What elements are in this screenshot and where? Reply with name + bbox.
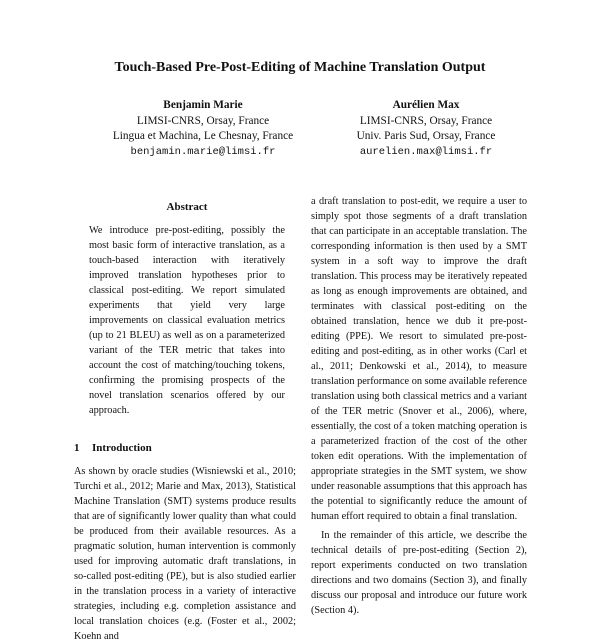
author-name: Aurélien Max	[392, 99, 460, 111]
abstract-heading: Abstract	[166, 201, 208, 213]
author-affiliation: LIMSI-CNRS, Orsay, France	[136, 114, 270, 127]
abstract-section	[89, 200, 285, 418]
right-column	[311, 194, 527, 618]
abstract-text: We introduce pre-post-editing, possibly the most basic form of interactive translation, as a touch-based interaction with iteratively improved translation hypotheses prior to classical post-editing. We report simulated experiments that yield very large improvements on classical evaluation metrics (up to 21 BLEU) as well as on a parameterized variant of the TER metric that takes into account the cost of matching/touching tokens, confirming the promising prospects of the novel translation scenarios offered by our approach.	[89, 225, 285, 416]
author-email: benjamin.marie@limsi.fr	[130, 145, 276, 158]
author-block-2	[313, 98, 539, 160]
author-affiliation: Lingua et Machina, Le Chesnay, France	[112, 130, 294, 142]
body-paragraph: As shown by oracle studies (Wisniewski et al., 2010; Turchi et al., 2012; Marie and Max, 2013), Statistical Machine Translation (SMT) systems produce results that are of significantly lower quality than what could be produced from their available resources. As a pragmatic solution, human intervention is commonly used for improving automatic draft translations, in so-called post-editing (PE), but is also studied earlier in the translation process in a variety of interactive strategies, including e.g. completion assistance and local translation choices (e.g. (Foster et al., 2002; Koehn and	[74, 466, 296, 642]
author-email: aurelien.max@limsi.fr	[359, 145, 493, 158]
author-affiliation: LIMSI-CNRS, Orsay, France	[359, 114, 493, 127]
body-paragraph: In the remainder of this article, we describe the technical details of pre-post-editing (Section 2), report experiments conducted on two translation directions and two domains (Section 3), and finally discuss our proposal and introduce our future work (Section 4).	[311, 530, 527, 616]
section-number: 1	[74, 442, 80, 454]
author-affiliation: Univ. Paris Sud, Orsay, France	[356, 130, 496, 142]
author-block-1	[90, 98, 316, 160]
body-paragraph: a draft translation to post-edit, we require a user to simply spot those segments of a draft translation that can participate in an acceptable translation. The corresponding information is then used by a SMT system in a soft way to improve the draft translation. This process may be iteratively repeated as long as enough improvements are obtained, and terminates with classical post-editing on the obtained translation, hence we dub it pre-post-editing (PPE). We resort to simulated pre-post-editing and post-editing, as in other works (Carl et al., 2011; Denkowski et al., 2014), to measure translation performance on some available reference translation using both classical metrics and a variant of the TER metric (Snover et al., 2006), where, essentially, the cost of a token matching operation is a parameterized fraction of the cost of the other token edit operations. With the implementation of appropriate strategies in the SMT system, we show under reasonable assumptions that this approach has the potential to significantly reduce the amount of human effort required to obtain a final translation.	[311, 196, 527, 522]
author-name: Benjamin Marie	[163, 99, 243, 111]
section-heading	[74, 441, 296, 456]
introduction-section	[74, 441, 296, 644]
section-title: Introduction	[92, 442, 152, 454]
paper-title: Touch-Based Pre-Post-Editing of Machine Translation Output	[114, 60, 486, 75]
